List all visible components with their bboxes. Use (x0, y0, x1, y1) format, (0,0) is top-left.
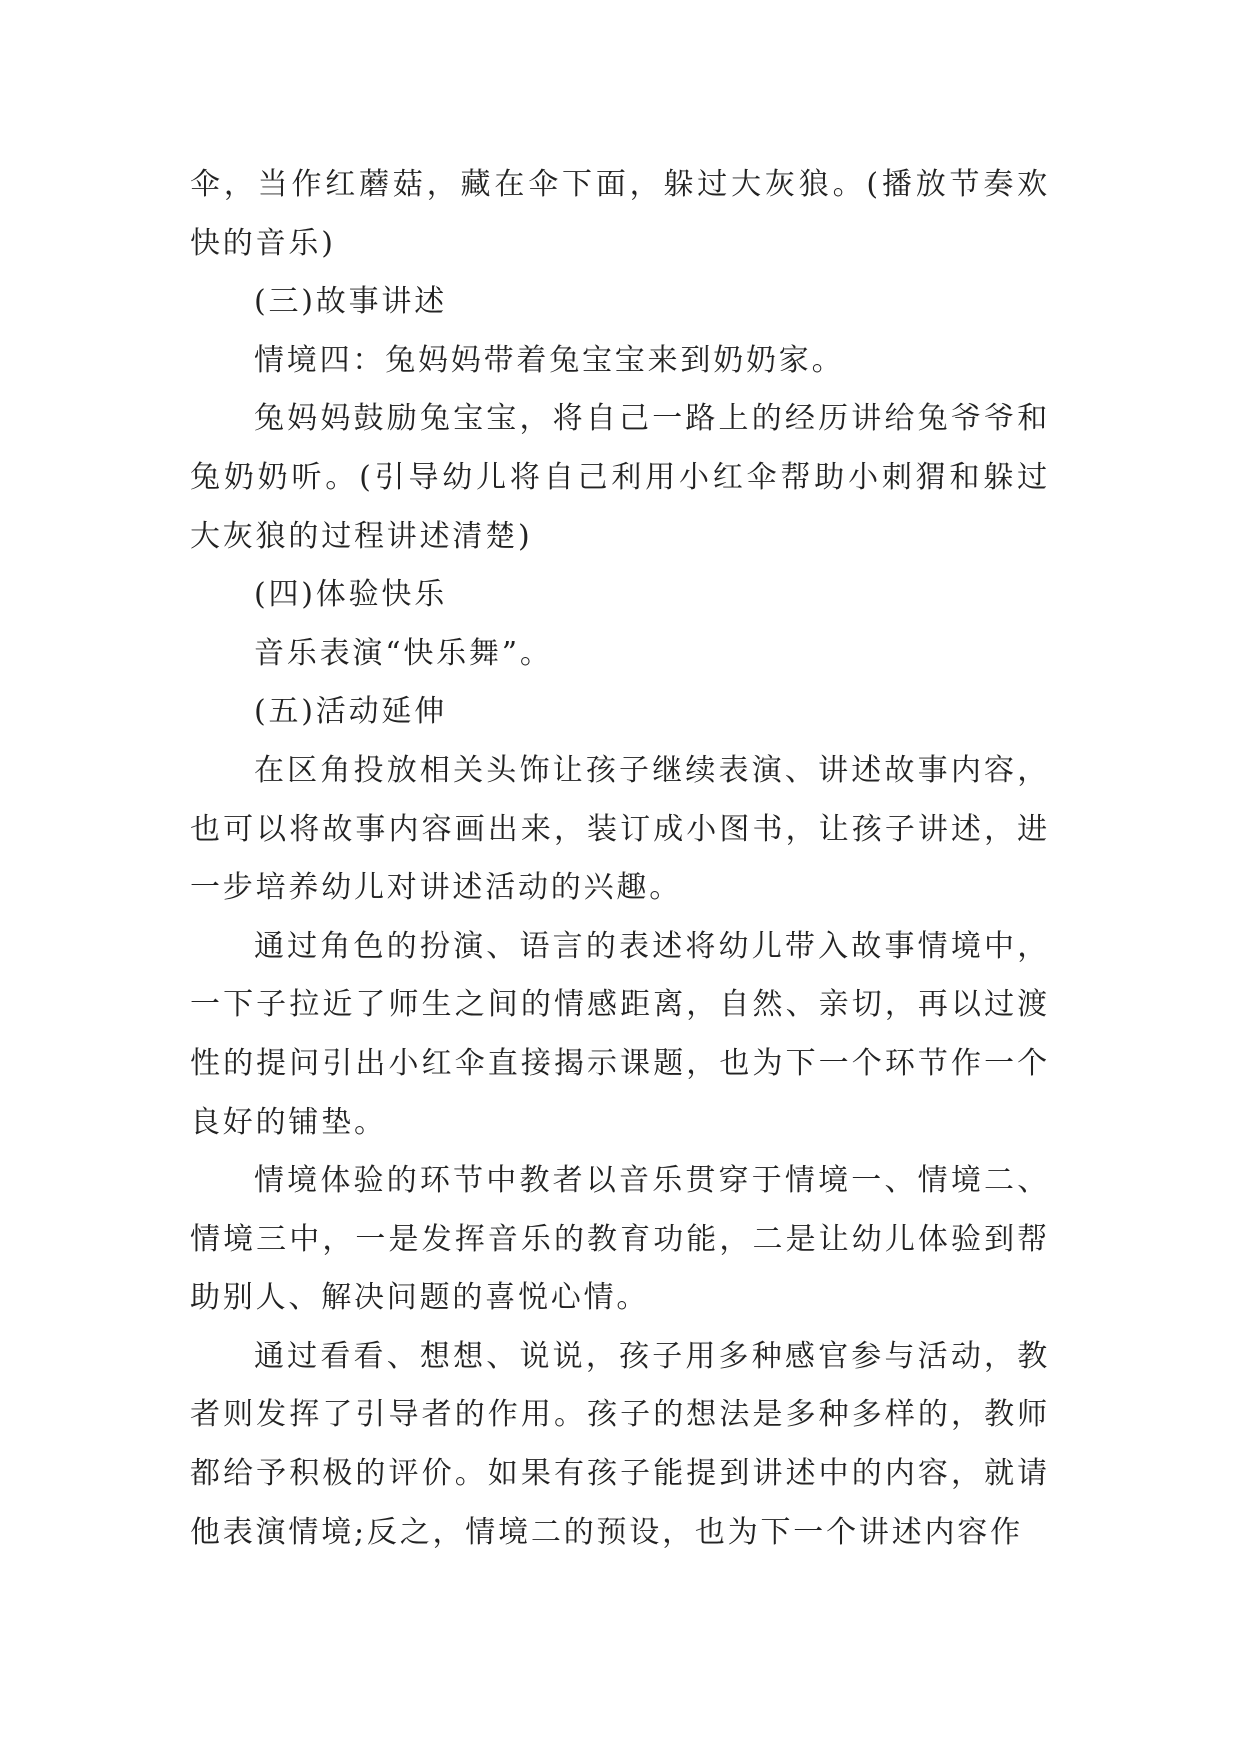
paragraph-continued: 伞，当作红蘑菇，藏在伞下面，躲过大灰狼。(播放节奏欢快的音乐) (190, 167, 1050, 261)
paragraph-music-performance: 音乐表演“快乐舞”。 (254, 635, 553, 671)
paragraph-scenario-four: 情境四：兔妈妈带着兔宝宝来到奶奶家。 (254, 342, 845, 378)
paragraph-extension-details: 在区角投放相关头饰让孩子继续表演、讲述故事内容，也可以将故事内容画出来，装订成小图书，让孩子讲述，进一步培养幼儿对讲述活动的兴趣。 (190, 752, 1050, 906)
section-heading-experience-joy: (四)体验快乐 (254, 577, 448, 613)
section-heading-story-telling: (三)故事讲述 (254, 284, 448, 320)
section-heading-activity-extension: (五)活动延伸 (254, 694, 448, 730)
paragraph-music-reflection: 情境体验的环节中教者以音乐贯穿于情境一、情境二、情境三中，一是发挥音乐的教育功能，二是让幼儿体验到帮助别人、解决问题的喜悦心情。 (190, 1163, 1050, 1316)
document-body (190, 156, 1050, 1562)
paragraph-role-play-reflection: 通过角色的扮演、语言的表述将幼儿带入故事情境中，一下子拉近了师生之间的情感距离，自然、亲切，再以过渡性的提问引出小红伞直接揭示课题，也为下一个环节作一个良好的铺垫。 (190, 928, 1050, 1140)
paragraph-rabbit-mother: 兔妈妈鼓励兔宝宝，将自己一路上的经历讲给兔爷爷和兔奶奶听。(引导幼儿将自己利用小红伞帮助小刺猬和躲过大灰狼的过程讲述清楚) (190, 401, 1050, 554)
paragraph-senses-reflection: 通过看看、想想、说说，孩子用多种感官参与活动，教者则发挥了引导者的作用。孩子的想法是多种多样的，教师都给予积极的评价。如果有孩子能提到讲述中的内容，就请他表演情境;反之，情境二的预设，也为下一个讲述内容作 (190, 1338, 1050, 1550)
